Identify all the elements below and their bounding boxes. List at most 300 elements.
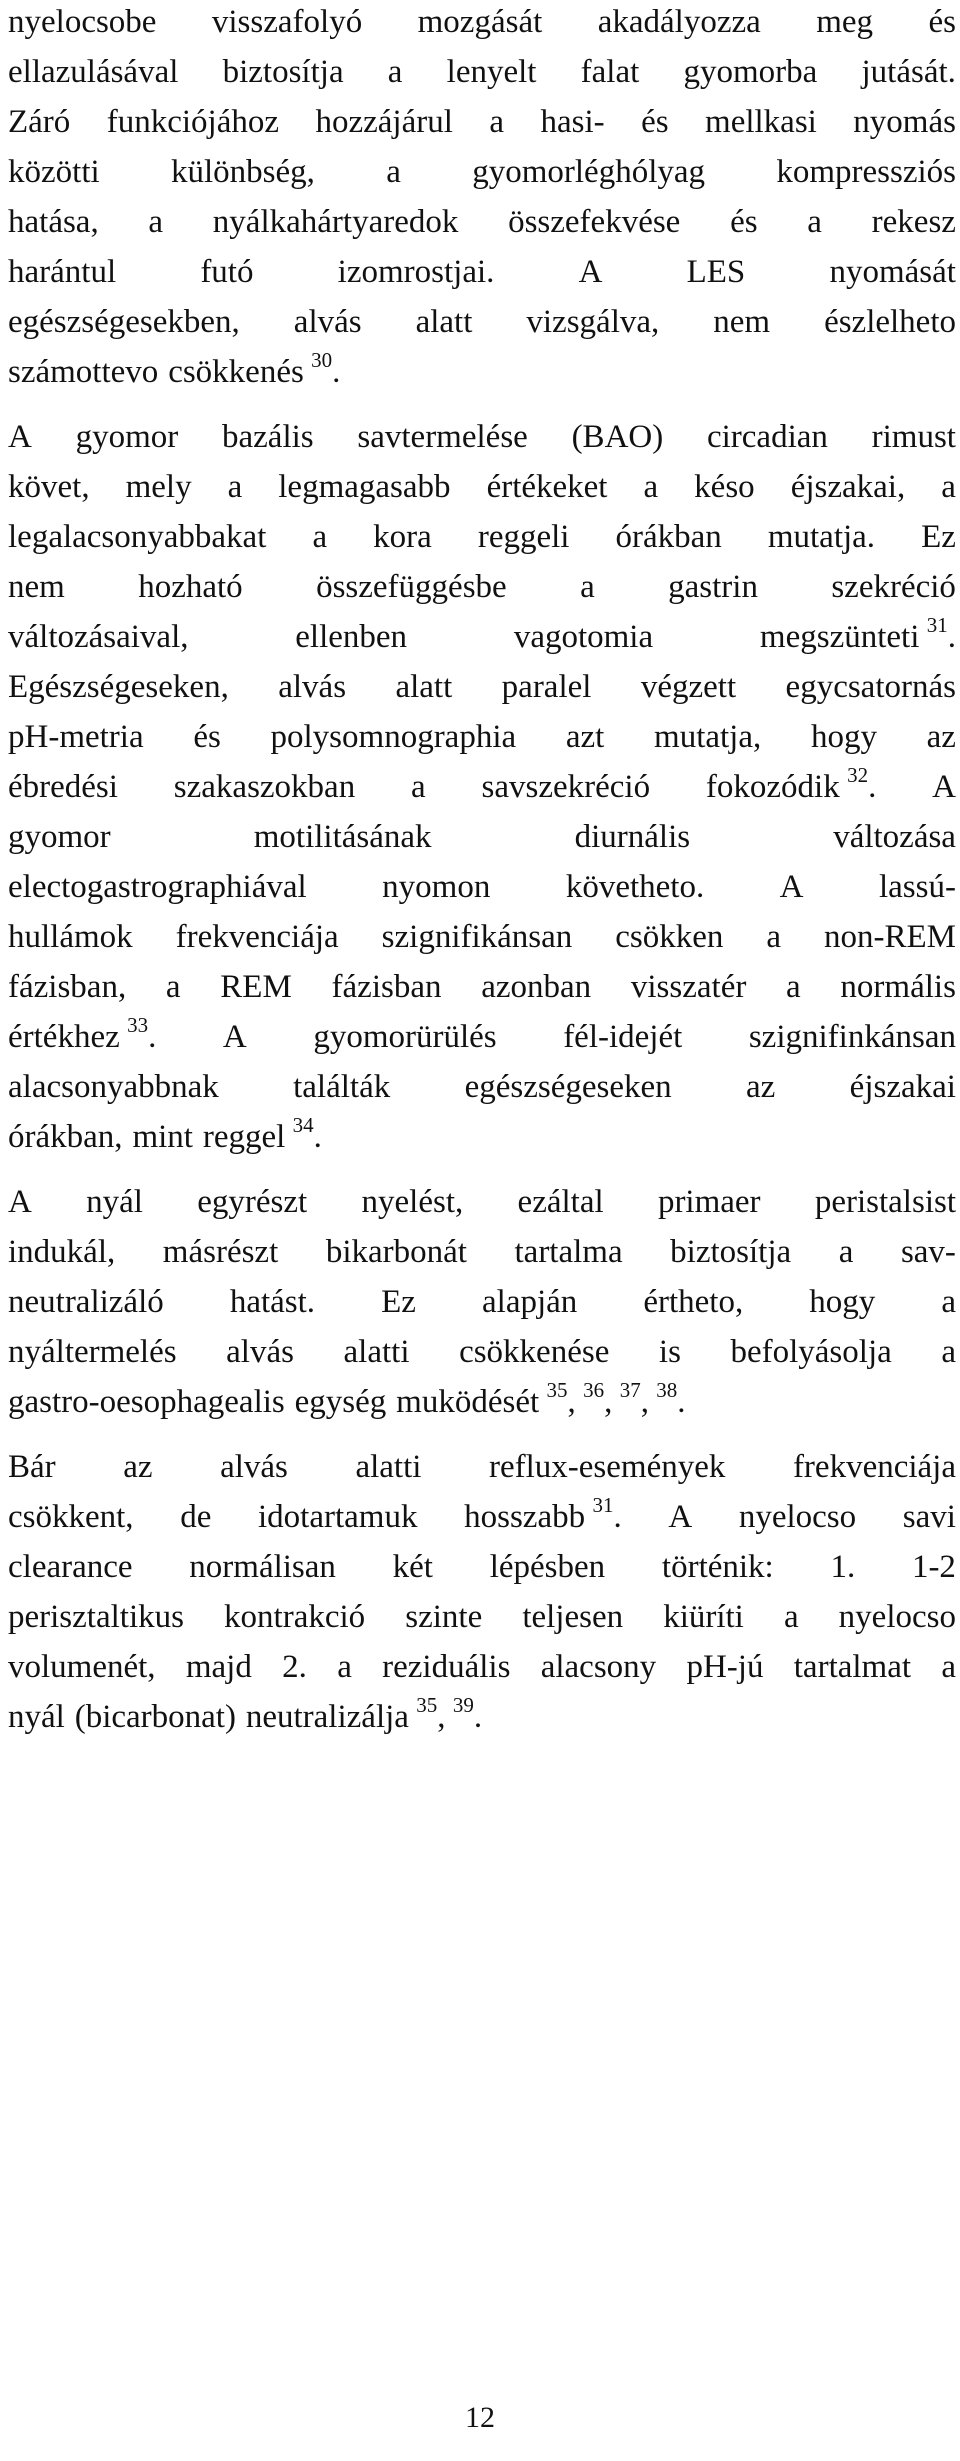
word-part: és <box>928 4 956 40</box>
text-line <box>8 1067 956 1107</box>
word <box>381 1282 416 1322</box>
word-part: alacsonyabbnak <box>8 1069 219 1105</box>
word-part: összefüggésbe <box>316 569 507 605</box>
word-part: mutatja, <box>654 719 762 755</box>
word-part: A <box>222 1019 247 1055</box>
word <box>395 667 452 707</box>
text-line <box>8 2 956 42</box>
word <box>8 2 156 42</box>
word-part: lépésben <box>489 1549 606 1585</box>
word-part: rekesz <box>871 204 956 240</box>
word-part: frekvenciája <box>175 919 339 955</box>
text-line <box>8 467 956 507</box>
word-part: változásaival, <box>8 619 189 655</box>
word <box>575 817 690 857</box>
word-part: csökkenés <box>168 354 304 390</box>
word <box>749 1017 956 1057</box>
word-part: a <box>838 1234 854 1270</box>
word <box>386 152 401 192</box>
word-part: az <box>123 1449 153 1485</box>
word <box>670 1232 791 1272</box>
word <box>312 517 327 557</box>
word <box>405 1597 482 1637</box>
word-part: alatti <box>355 1449 422 1485</box>
word <box>766 917 781 957</box>
word-part: fázisban <box>331 969 442 1005</box>
word <box>839 1232 854 1272</box>
word <box>189 1547 336 1587</box>
word-part: , <box>437 1699 446 1735</box>
word-part: A <box>668 1499 693 1535</box>
text-line <box>8 1378 956 1422</box>
word-part: rimust <box>871 419 956 455</box>
word <box>355 1447 421 1487</box>
word-part: Ez <box>921 519 956 555</box>
word-part: polysomnographia <box>270 719 517 755</box>
word-part: alvás <box>226 1334 294 1370</box>
word <box>75 1697 236 1737</box>
word <box>220 1447 288 1487</box>
word <box>644 467 659 507</box>
word <box>86 1182 143 1222</box>
word-part: számottevo <box>8 354 159 390</box>
word-part: az <box>746 1069 776 1105</box>
word-part: a <box>786 969 801 1005</box>
word <box>8 417 32 457</box>
word <box>176 917 339 957</box>
text-line <box>8 1693 956 1737</box>
word <box>663 1597 744 1637</box>
word-part: . <box>947 619 956 655</box>
word <box>616 517 722 557</box>
word-part: azonban <box>481 969 592 1005</box>
word <box>641 102 669 142</box>
word <box>8 202 99 242</box>
word-part: hatása, <box>8 204 99 240</box>
text-line <box>8 252 956 292</box>
word <box>8 252 116 292</box>
word-part: primaer <box>657 1184 761 1220</box>
word-part: paralel <box>501 669 592 705</box>
word-part: . <box>313 1119 322 1155</box>
citation-reference: 36 <box>583 1378 605 1402</box>
word-part: alvás <box>278 669 347 705</box>
word <box>941 1282 956 1322</box>
word <box>482 767 651 807</box>
word-part: izomrostjai. <box>337 254 495 290</box>
word <box>388 52 403 92</box>
word-part: nyelocso <box>738 1499 857 1535</box>
citation-reference: 30 <box>311 348 333 372</box>
word <box>921 517 956 557</box>
word-part: 1. <box>830 1549 856 1585</box>
word-part: idotartamuk <box>258 1499 418 1535</box>
word-part: reggel <box>202 1119 286 1155</box>
word <box>829 252 955 292</box>
word-part: megszünteti <box>759 619 920 655</box>
word <box>912 1547 956 1587</box>
word-part: a <box>489 104 505 140</box>
word <box>662 1547 774 1587</box>
word <box>220 967 292 1007</box>
word-part: különbség, <box>170 154 315 190</box>
word <box>932 767 956 807</box>
word <box>393 1547 433 1587</box>
word-part: futó <box>200 254 254 290</box>
word-part: késo <box>694 469 755 505</box>
word <box>8 567 65 607</box>
word <box>472 152 705 192</box>
word <box>540 102 604 142</box>
word-part: a <box>165 969 181 1005</box>
text-line <box>8 763 956 807</box>
citation-reference: 31 <box>592 1493 614 1517</box>
text-line <box>8 917 956 957</box>
word <box>373 517 432 557</box>
word <box>8 1547 133 1587</box>
word-part: lenyelt <box>446 54 537 90</box>
word-part: a <box>411 769 426 805</box>
citation-reference: 34 <box>292 1113 314 1137</box>
word <box>658 1182 761 1222</box>
word-part: értékhez <box>8 1019 120 1055</box>
word <box>171 152 315 192</box>
word <box>515 1232 623 1272</box>
word-part: visszafolyó <box>211 4 363 40</box>
citation-reference: 37 <box>619 1378 641 1402</box>
word-part: visszatér <box>630 969 747 1005</box>
word-part: szakaszokban <box>173 769 356 805</box>
word <box>694 467 755 507</box>
word <box>816 2 873 42</box>
word <box>8 517 266 557</box>
word <box>514 617 653 657</box>
word-part: fázisban, <box>8 969 127 1005</box>
text-line <box>8 1182 956 1222</box>
text-line <box>8 1447 956 1487</box>
word <box>793 1447 956 1487</box>
word-part: követ, <box>8 469 90 505</box>
word <box>526 302 659 342</box>
word-part: pH-jú <box>686 1649 764 1685</box>
word <box>138 567 242 607</box>
word-part: a <box>337 1649 352 1685</box>
word-part: Záró <box>8 104 71 140</box>
text-line <box>8 1547 956 1587</box>
word <box>8 302 240 342</box>
word <box>941 1332 956 1372</box>
word <box>794 1647 911 1687</box>
word <box>815 1182 956 1222</box>
word-part: motilitásának <box>253 819 432 855</box>
word <box>362 1182 464 1222</box>
word-part: nyál <box>86 1184 143 1220</box>
word <box>8 1597 184 1637</box>
word-part: ellazulásával <box>8 54 179 90</box>
citation-reference: 38 <box>656 1378 678 1402</box>
word-part: jutását. <box>861 54 956 90</box>
word <box>598 2 761 42</box>
word <box>862 52 956 92</box>
word-part: majd <box>185 1649 252 1685</box>
text-line <box>8 52 956 92</box>
citation-reference: 32 <box>847 763 869 787</box>
word-part: LES <box>686 254 746 290</box>
word <box>927 717 956 757</box>
word-part: fél-idejét <box>563 1019 683 1055</box>
word <box>481 967 591 1007</box>
word-part: muködését <box>396 1384 540 1420</box>
word-part: tartalmat <box>793 1649 912 1685</box>
word-part: . <box>868 769 877 805</box>
word <box>295 1382 387 1422</box>
word <box>615 917 723 957</box>
word-part: diurnális <box>574 819 691 855</box>
word <box>228 467 243 507</box>
word <box>707 417 828 457</box>
word-part: a <box>312 519 328 555</box>
word-part: teljesen <box>522 1599 624 1635</box>
word-part: akadályozza <box>597 4 761 40</box>
word-part: és <box>641 104 669 140</box>
word-part: . <box>677 1384 686 1420</box>
text-line <box>8 1013 956 1057</box>
word <box>8 767 118 807</box>
word-part: egység <box>294 1384 387 1420</box>
word <box>8 1232 115 1272</box>
word-part: másrészt <box>162 1234 279 1270</box>
word <box>213 202 459 242</box>
text-line <box>8 667 956 707</box>
word <box>784 1597 799 1637</box>
word-part: . <box>332 354 341 390</box>
word-part: egészségeseken <box>464 1069 672 1105</box>
word-part: reziduális <box>382 1649 511 1685</box>
word-part: csökken <box>615 919 724 955</box>
word <box>850 1067 956 1107</box>
word-part: reflux-események <box>488 1449 726 1485</box>
word-part: két <box>392 1549 433 1585</box>
word <box>166 967 181 1007</box>
word <box>807 202 822 242</box>
word <box>713 302 770 342</box>
word-part: a <box>387 54 403 90</box>
word <box>487 467 608 507</box>
word-part: csökkent, <box>8 1499 134 1535</box>
word <box>8 967 126 1007</box>
word-part: észlelheto <box>824 304 956 340</box>
word-part: , <box>567 1384 576 1420</box>
word-part: mellkasi <box>705 104 817 140</box>
word-part: egyrészt <box>197 1184 308 1220</box>
word-part: indukál, <box>8 1234 116 1270</box>
text-line <box>8 613 956 657</box>
word-part: a <box>941 1649 956 1685</box>
word <box>824 917 956 957</box>
text-line <box>8 417 956 457</box>
word-part: nyál <box>8 1699 65 1735</box>
word <box>768 517 875 557</box>
word <box>941 1647 956 1687</box>
word-part: biztosítja <box>222 54 344 90</box>
word-part: circadian <box>706 419 828 455</box>
word-part: ébredési <box>8 769 118 805</box>
text-line <box>8 1282 956 1322</box>
word-part: electogastrographiával <box>8 869 307 905</box>
word <box>687 252 746 292</box>
citation-reference: 39 <box>452 1693 474 1717</box>
word-part: , <box>640 1384 649 1420</box>
word <box>8 817 111 857</box>
word-part: a <box>941 1284 956 1320</box>
word <box>416 302 473 342</box>
word-part: alatt <box>395 669 453 705</box>
word <box>282 1647 307 1687</box>
word <box>786 667 956 707</box>
word-part: követheto. <box>565 869 705 905</box>
word-part: (BAO) <box>571 419 664 455</box>
word <box>490 1547 605 1587</box>
word <box>840 967 955 1007</box>
word <box>518 1182 604 1222</box>
word-part: is <box>658 1334 681 1370</box>
word-part: bikarbonát <box>325 1234 467 1270</box>
word-part: gyomor <box>75 419 179 455</box>
word <box>447 52 537 92</box>
word <box>791 467 906 507</box>
word <box>258 1497 417 1537</box>
word-part: normálisan <box>189 1549 336 1585</box>
word <box>489 102 504 142</box>
word <box>563 1017 682 1057</box>
word-part: . <box>148 1019 157 1055</box>
text-line <box>8 1597 956 1637</box>
word <box>223 1017 247 1057</box>
word-part: gyomorürülés <box>313 1019 497 1055</box>
word <box>8 1067 219 1107</box>
word-part: értheto, <box>643 1284 744 1320</box>
text-line <box>8 817 956 857</box>
word <box>8 917 133 957</box>
word-part: a <box>941 469 956 505</box>
word <box>295 617 407 657</box>
citation-reference: 35 <box>416 1693 438 1717</box>
word-part: egészségesekben, <box>8 304 240 340</box>
word-part: hogy <box>810 719 877 755</box>
word-part: gyomor <box>8 819 111 855</box>
word <box>824 302 956 342</box>
word-part: nem <box>8 569 65 605</box>
word-part: Egészségeseken, <box>8 669 229 705</box>
word-part: sav- <box>900 1234 956 1270</box>
word <box>705 102 817 142</box>
word <box>123 1447 152 1487</box>
word <box>337 1647 352 1687</box>
text-line <box>8 717 956 757</box>
word-part: neutralizáló <box>8 1284 164 1320</box>
text-line <box>8 348 956 392</box>
word <box>168 348 341 392</box>
word <box>8 52 178 92</box>
word-part: A <box>932 769 956 805</box>
word-part: nyelocsobe <box>8 4 157 40</box>
word-part: szekréció <box>831 569 956 605</box>
word <box>8 1117 123 1157</box>
word <box>344 1332 410 1372</box>
citation-reference: 31 <box>926 613 948 637</box>
word-part: hozzájárul <box>315 104 453 140</box>
word-part: és <box>193 719 221 755</box>
word <box>200 252 253 292</box>
word-part: órákban <box>615 519 722 555</box>
word-part: reggeli <box>477 519 570 555</box>
word <box>278 667 346 707</box>
word <box>464 1493 622 1537</box>
word <box>8 717 144 757</box>
word-part: a <box>386 154 401 190</box>
text-line <box>8 102 956 142</box>
word <box>8 1013 157 1057</box>
word-part: nyálkahártyaredok <box>212 204 459 240</box>
citation-reference: 35 <box>546 1378 568 1402</box>
word <box>8 1182 32 1222</box>
word-part: biztosítja <box>670 1234 792 1270</box>
word <box>853 102 956 142</box>
word <box>566 867 704 907</box>
text-line <box>8 202 956 242</box>
word <box>163 1232 278 1272</box>
word-part: tartalma <box>514 1234 623 1270</box>
word <box>739 1497 856 1537</box>
word-part: vizsgálva, <box>526 304 660 340</box>
word-part: csökkenése <box>459 1334 610 1370</box>
word-part: kiüríti <box>663 1599 744 1635</box>
word-part: ezáltal <box>517 1184 604 1220</box>
word-part: . <box>473 1699 483 1735</box>
word-part: nyomását <box>829 254 956 290</box>
word-part: savi <box>902 1499 956 1535</box>
word <box>254 817 432 857</box>
word <box>459 1332 609 1372</box>
word <box>8 1647 156 1687</box>
word-part: meg <box>816 4 874 40</box>
word <box>193 717 221 757</box>
word <box>759 613 956 657</box>
word-part: értékeket <box>486 469 608 505</box>
word-part: de <box>180 1499 212 1535</box>
word-part: A <box>8 1184 32 1220</box>
word-part: végzett <box>640 669 737 705</box>
word <box>522 1597 623 1637</box>
word <box>326 1232 467 1272</box>
word-part: befolyásolja <box>730 1334 892 1370</box>
word-part: A <box>8 419 32 455</box>
word <box>315 102 452 142</box>
word <box>8 352 158 392</box>
word-part: fokozódik <box>705 769 840 805</box>
word-part: nyomon <box>382 869 491 905</box>
word-part: gastrin <box>668 569 758 605</box>
word <box>396 1378 686 1422</box>
word <box>332 967 442 1007</box>
word-part: a <box>807 204 822 240</box>
word <box>382 1647 510 1687</box>
word <box>654 717 761 757</box>
word <box>831 567 956 607</box>
word-part: savszekréció <box>481 769 651 805</box>
word-part: hullámok <box>8 919 133 955</box>
word-part: alvás <box>293 304 362 340</box>
